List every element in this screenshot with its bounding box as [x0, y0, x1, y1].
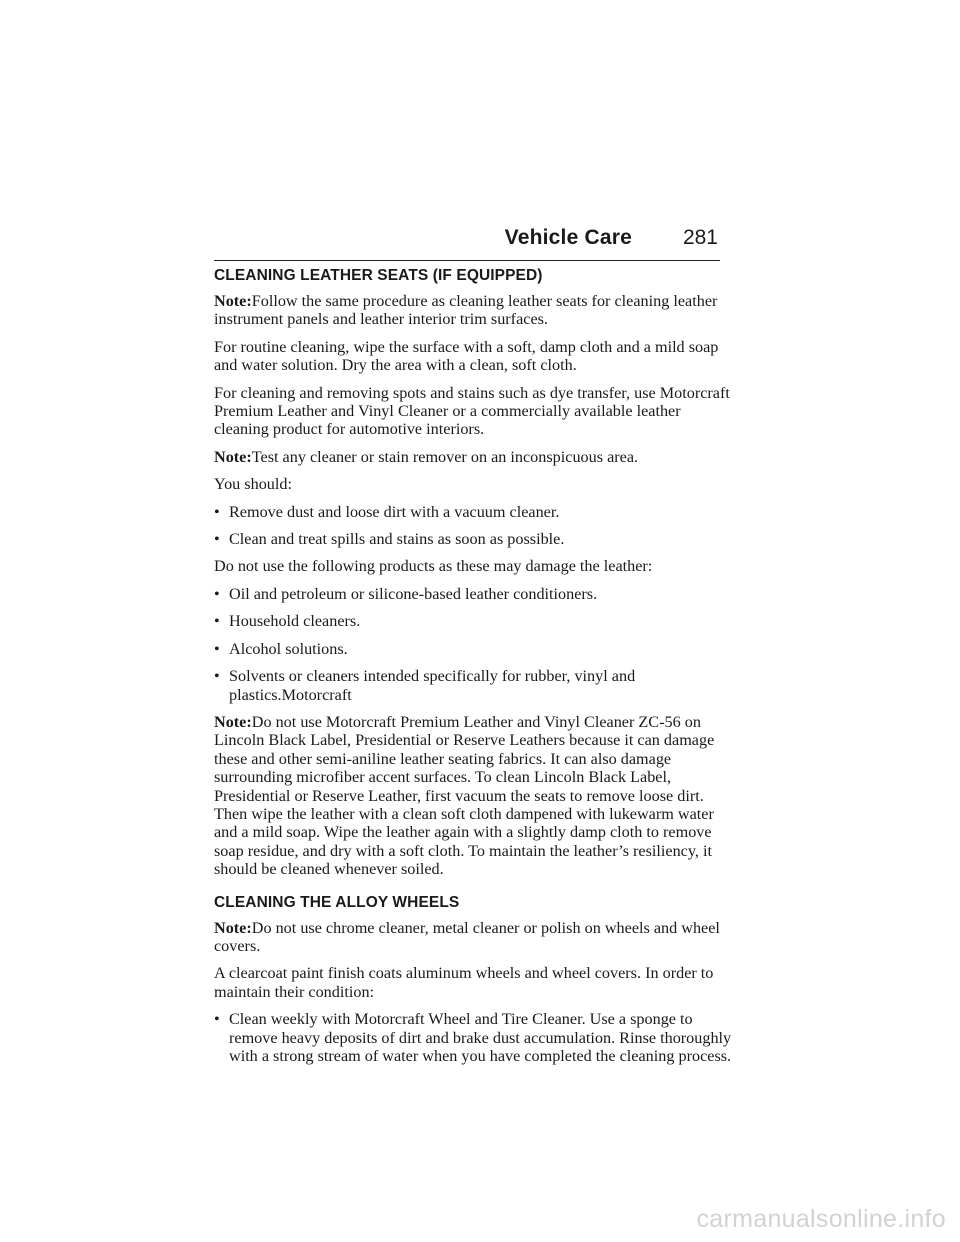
- bullet-icon: •: [214, 584, 220, 603]
- page-header: [214, 226, 720, 261]
- page-number: 281: [682, 226, 718, 249]
- note-text: Do not use chrome cleaner, metal cleaner or polish on wheels and wheel covers.: [214, 918, 720, 955]
- list-item: • Clean and treat spills and stains as soon as possible.: [214, 530, 565, 549]
- list-item: • Clean weekly with Motorcraft Wheel and Tire Cleaner. Use a sponge to remove heavy deposits of dirt and brake dust accumulation. Rinse thoroughly with a strong stream of water when you have completed the cleaning process.: [214, 1010, 732, 1065]
- alloy-wheels-heading: CLEANING THE ALLOY WHEELS: [214, 893, 460, 911]
- list-item: • Oil and petroleum or silicone-based leather conditioners.: [214, 584, 598, 603]
- avoid-list: [214, 585, 734, 704]
- note-label: Note:: [214, 918, 252, 937]
- note-text: Test any cleaner or stain remover on an inconspicuous area.: [251, 447, 639, 466]
- note-label: Note:: [214, 712, 252, 731]
- routine-cleaning-paragraph: For routine cleaning, wipe the surface with a soft, damp cloth and a mild soap and water solution. Dry the area with a clean, soft cloth.: [214, 337, 719, 375]
- should-list: [214, 503, 734, 549]
- clearcoat-paragraph: A clearcoat paint finish coats aluminum wheels and wheel covers. In order to maintain their condition:: [214, 964, 714, 1001]
- list-item: • Solvents or cleaners intended specifically for rubber, vinyl and plastics.Motorcraft: [214, 667, 636, 704]
- leather-note-3: [214, 713, 734, 879]
- list-item: • Household cleaners.: [214, 612, 361, 631]
- note-text: Follow the same procedure as cleaning leather seats for cleaning leather instrument panels and leather interior trim surfaces.: [214, 292, 718, 329]
- page-content: [214, 266, 734, 1074]
- list-item: • Alcohol solutions.: [214, 639, 348, 658]
- bullet-icon: •: [214, 502, 220, 521]
- watermark: carmanualsonline.info: [696, 1205, 946, 1233]
- bullet-icon: •: [214, 667, 220, 686]
- list-item: • Remove dust and loose dirt with a vacuum cleaner.: [214, 502, 560, 521]
- do-not-use-intro: Do not use the following products as these may damage the leather:: [214, 557, 653, 576]
- note-text: Do not use Motorcraft Premium Leather and Vinyl Cleaner ZC-56 on Lincoln Black Label, Presidential or Reserve Leathers because it can damage these and other semi-aniline leather seating fabrics. It can also damage surrounding microfiber accent surfaces. To clean Lincoln Black Label, Presidential or Reserve Leather, first vacuum the seats to remove loose dirt. Then wipe the leather with a clean soft cloth dampened with lukewarm water and a mild soap. Wipe the leather again with a slightly damp cloth to remove soap residue, and dry with a soft cloth. To maintain the leather’s resiliency, it should be cleaned whenever soiled.: [214, 712, 715, 879]
- bullet-icon: •: [214, 612, 220, 631]
- note-label: Note:: [214, 447, 252, 466]
- leather-note-2: [214, 448, 734, 466]
- stain-removal-paragraph: For cleaning and removing spots and stains such as dye transfer, use Motorcraft Premium Leather and Vinyl Cleaner or a commercially available leather cleaning product for automotive interiors.: [214, 383, 730, 439]
- bullet-icon: •: [214, 639, 220, 658]
- bullet-icon: •: [214, 530, 220, 549]
- leather-note-1: [214, 292, 734, 329]
- bullet-icon: •: [214, 1010, 220, 1029]
- wheels-note: [214, 919, 734, 956]
- wheels-list: [214, 1010, 734, 1065]
- section-title: Vehicle Care: [504, 226, 632, 249]
- note-label: Note:: [214, 292, 252, 310]
- leather-seats-heading: CLEANING LEATHER SEATS (IF EQUIPPED): [214, 267, 543, 284]
- you-should-intro: You should:: [214, 475, 292, 494]
